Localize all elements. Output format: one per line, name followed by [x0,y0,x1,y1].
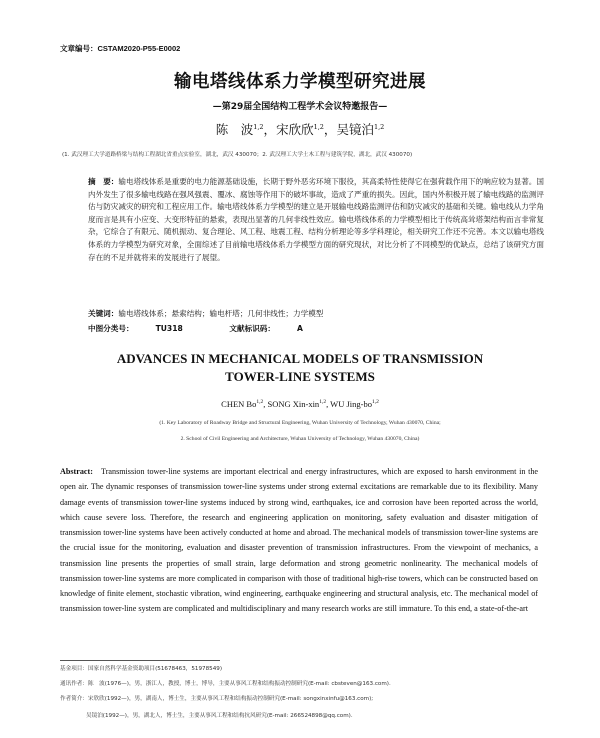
clc-label: 中图分类号： [88,324,134,333]
footnote-author-info-1: 作者简介：宋欣欣(1992—)，男，湖南人，博士生，主要从事风工程和结构振动控制研究(E-mail: songxinxinfu@163.com); [60,696,374,702]
article-number: 文章编号：CSTAM2020-P55-E0002 [60,44,181,53]
english-abstract-text: Transmission tower-line systems are important electrical and energy infrastructures, which are exposed to harsh environment in the open air. The dynamic responses of transmission tower-line systems under strong external excitations are remarkable due to its flexibility. Many damage events of transmission tower-line systems induced by strong wind, earthquakes, ice and corrosion have been reported across the world, which cause severe loss. Therefore, the research and engineering application on monitoring, safety evaluation and disaster mitigation of transmission tower-line systems have been actively conducted at home and abroad. The mechanical models of transmission tower-line systems are the crucial issue for the monitoring, evaluation and disaster prevention of transmission infrastructures. From the viewpoint of mechanics, a transmission line presents the properties of small strain, large deformation and strong geometric nonlinearity. The mechanical models of transmission tower-line systems are more complicated in comparison with those of traditional high-rise towers, which can be constructed based on knowledge of finite element, stochastic vibration, wind engineering, earthquake engineering and structural analysis, etc. The mechanical model of transmission tower-line system are complicated and multidisciplinary and many research works are still immature. To this end, a state-of-the-art [60,467,538,614]
chinese-abstract-text: 输电塔线体系是重要的电力能源基础设施，长期于野外恶劣环境下服役，其高柔特性使得它在强荷载作用下的响应较为显著。国内外发生了很多输电线路在强风强震、覆冰、腐蚀等作用下的破坏事故，造成了严重的损失。因此，国内外积极开展了输电线路的监测评估与防灾减灾的研究和工程应用工作。输电塔线体系力学模型的建立是开展输电线路监测评估和防灾减灾的基础和关键。输电线从力学角度而言是具有小应变、大变形特征的悬索，表现出显著的几何非线性效应。输电塔线体系的力学模型相比于传统高耸塔架结构而言非常复杂，它综合了有限元、随机振动、复合理论、风工程、地震工程、结构分析理论等多学科理论，相关研究工作还不完善。本文以输电塔线体系的力学模型为研究对象，全面综述了目前输电塔线体系力学模型方面的研究现状，对比分析了不同模型的优缺点，总结了该研究方面存在的不足并就将来的发展进行了展望。 [88,177,544,262]
author-name: 宋欣欣 [276,122,314,137]
english-title-line-1: ADVANCES IN MECHANICAL MODELS OF TRANSMISSION [116,351,484,366]
chinese-title: 输电塔线体系力学模型研究进展 [174,72,426,92]
chinese-affiliation: (1. 武汉理工大学道路桥梁与结构工程湖北省重点实验室，湖北，武汉 430070；2. 武汉理工大学土木工程与建筑学院，湖北，武汉 430070) [62,152,413,158]
author-name: 陈 波 [215,122,254,137]
english-title [0,350,600,386]
chinese-keywords-text: 输电塔线体系；悬索结构；输电杆塔；几何非线性；力学模型 [118,309,324,318]
english-abstract [60,464,538,617]
author-name: WU Jing-bo [330,399,372,409]
author-separator: , [263,399,268,409]
clc-value: TU318 [155,324,183,333]
doc-code-value: A [296,324,303,333]
author-affiliation-sup: 1,2 [313,122,324,131]
chinese-authors [0,120,600,138]
english-affiliation-1: (1. Key Laboratory of Roadway Bridge and Structural Engineering, Wuhan University of Technology, Wuhan 430070, China; [159,420,441,426]
chinese-abstract [88,176,544,264]
author-separator: ， [323,122,337,137]
author-affiliation-sup: 1,2 [319,399,327,406]
author-name: CHEN Bo [221,399,257,409]
author-name: 吴镜泊 [336,122,374,137]
english-title-line-2: TOWER-LINE SYSTEMS [225,369,375,384]
english-affiliation-2: 2. School of Civil Engineering and Architecture, Wuhan University of Technology, Wuhan 430070, China) [180,436,420,442]
footnote-author-info-2: 吴镜泊(1992—)，男，湖北人，博士生，主要从事风工程和结构抗风研究(E-mail: 266524898@qq.com). [86,713,353,719]
author-separator: ， [263,122,277,137]
chinese-keywords-label: 关键词： [88,309,119,318]
chinese-keywords [88,308,544,319]
doc-code-label: 文献标识码： [229,324,275,333]
footnote-funding: 基金项目：国家自然科学基金资助项目(51678463，51978549) [60,666,222,672]
document-code [229,324,324,333]
english-authors [0,399,600,409]
author-separator: , [326,399,331,409]
clc-number [88,324,205,333]
footnote-divider [60,660,220,661]
footnote-corresponding-author: 通讯作者：陈 波(1976—)，男，浙江人，教授，博士，博导，主要从事风工程和结构振动控制研究(E-mail: cbsteven@163.com). [60,681,391,687]
author-affiliation-sup: 1,2 [373,122,385,131]
classification-line [88,323,544,334]
author-affiliation-sup: 1,2 [371,399,379,406]
footnote-author-info [60,694,374,719]
author-name: SONG Xin-xin [267,399,320,409]
chinese-subtitle: —第29届全国结构工程学术会议特邀报告— [212,102,388,112]
chinese-abstract-label: 摘 要： [88,177,119,186]
author-affiliation-sup: 1,2 [253,122,264,131]
author-affiliation-sup: 1,2 [256,399,264,406]
english-abstract-label: Abstract: [60,467,93,476]
